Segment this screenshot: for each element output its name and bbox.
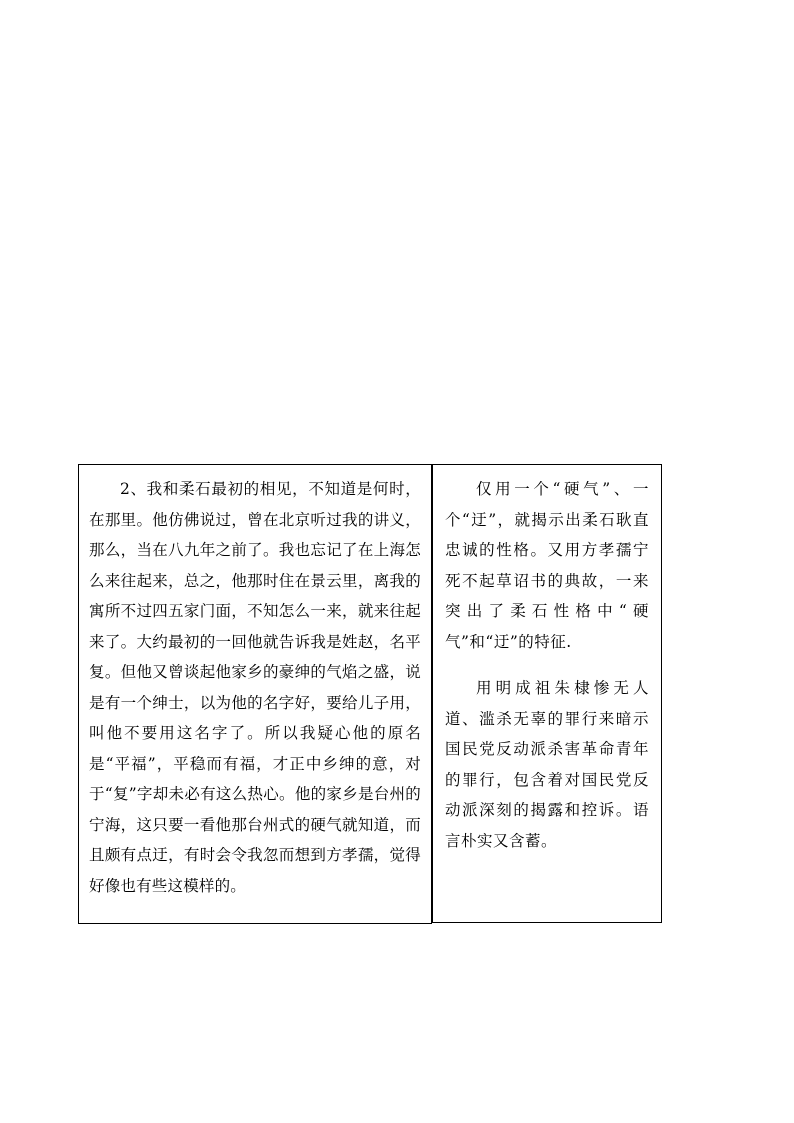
- quoted-passage: 2、我和柔石最初的相见，不知道是何时，在那里。他仿佛说过，曾在北京听过我的讲义，那么，当在八九年之前了。我也忘记了在上海怎么来往起来，总之，他那时住在景云里，离我的寓所不过四五家门面，不知怎么一来，就来往起来了。大约最初的一回他就告诉我是姓赵，名平复。但他又曾谈起他家乡的豪绅的气焰之盛，说是有一个绅士，以为他的名字好，要给儿子用，叫他不要用这名字了。所以我疑心他的原名是“平福”，平稳而有福，才正中乡绅的意，对于“复”字却未必有这么热心。他的家乡是台州的宁海，这只要一看他那台州式的硬气就知道，而且颇有点迂，有时会令我忽而想到方孝孺，觉得好像也有些这模样的。: [89, 480, 421, 895]
- analysis-paragraph-2: 用明成祖朱棣惨无人道、滥杀无辜的罪行来暗示国民党反动派杀害革命青年的罪行，包含着对国民党反动派深刻的揭露和控诉。语言朴实又含蓄。: [445, 679, 649, 850]
- quoted-text-cell: [78, 464, 432, 924]
- analysis-cell: [432, 464, 662, 923]
- analysis-paragraph-1: 仅用一个“硬气”、一个“迂”，就揭示出柔石耿直忠诚的性格。又用方孝孺宁死不起草诏书的典故，一来突出了柔石性格中“硬气”和“迂”的特征.: [445, 480, 649, 651]
